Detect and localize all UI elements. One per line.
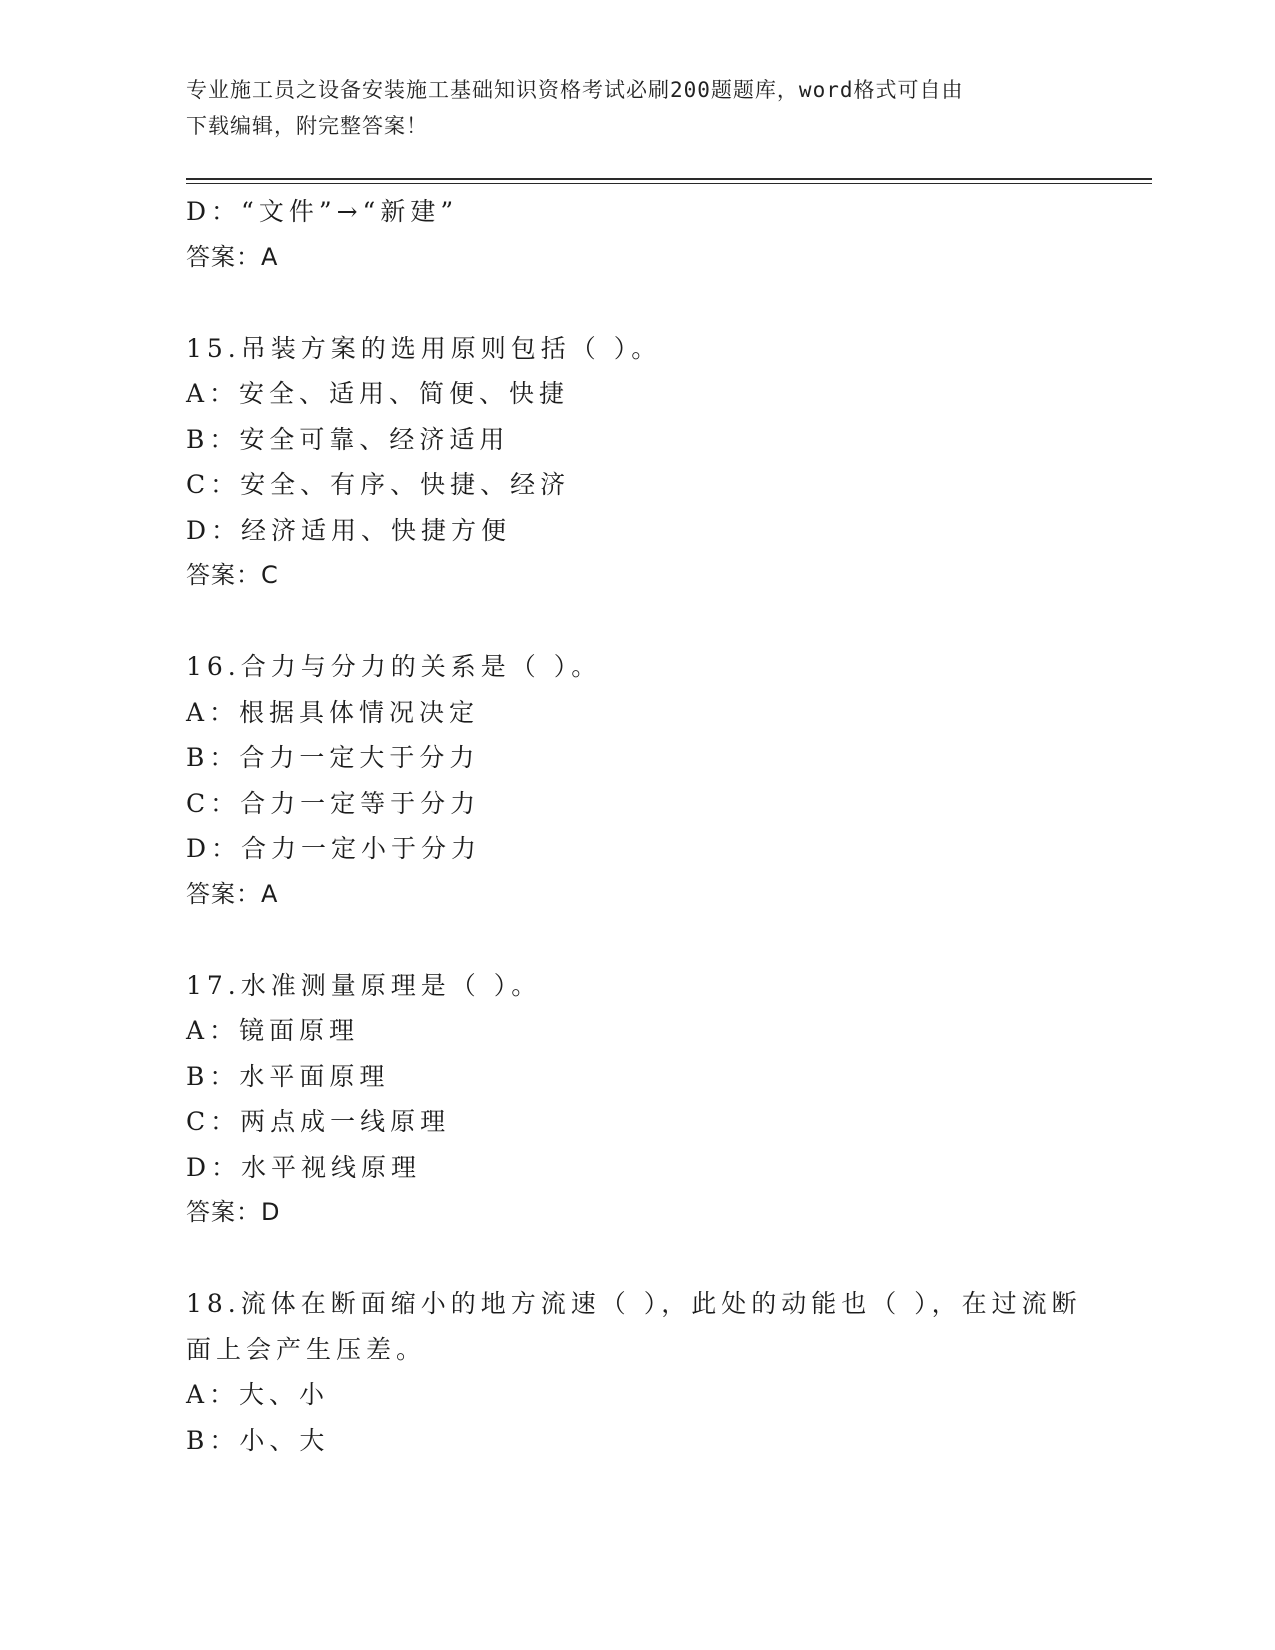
question-list	[186, 189, 1152, 1463]
question-18	[186, 1281, 1152, 1463]
question-stem: 15.吊装方案的选用原则包括（ ）。	[186, 333, 662, 363]
spacer	[186, 1236, 1152, 1282]
option-b: B：小、大	[186, 1425, 330, 1455]
header-divider-thin	[186, 183, 1152, 184]
option-d: D：水平视线原理	[186, 1152, 422, 1182]
question-stem-line-1: 18.流体在断面缩小的地方流速（ ），此处的动能也（ ），在过流断	[186, 1289, 1082, 1318]
option-b: B：安全可靠、经济适用	[186, 424, 510, 454]
question-stem: 16.合力与分力的关系是（ ）。	[186, 652, 602, 681]
question-14-continuation	[186, 189, 1152, 280]
header-divider-thick	[186, 178, 1152, 180]
header-title-line-1: 专业施工员之设备安装施工基础知识资格考试必刷200题题库，word格式可自由	[186, 78, 964, 102]
question-stem: 17.水准测量原理是（ ）。	[186, 970, 542, 1000]
option-d: D：经济适用、快捷方便	[186, 515, 512, 545]
header-title-line-2: 下载编辑，附完整答案！	[186, 114, 428, 138]
question-16	[186, 644, 1152, 917]
option-d: D：“文件”→“新建”	[186, 197, 459, 226]
option-c: C：两点成一线原理	[186, 1107, 451, 1136]
answer-line: 答案：D	[186, 1198, 281, 1226]
question-17	[186, 963, 1152, 1236]
spacer	[186, 599, 1152, 645]
question-stem-line-2: 面上会产生压差。	[186, 1334, 427, 1364]
option-a: A：镜面原理	[186, 1016, 360, 1045]
spacer	[186, 917, 1152, 963]
answer-line: 答案：A	[186, 879, 279, 908]
document-header	[186, 72, 1066, 144]
option-c: C：合力一定等于分力	[186, 788, 481, 818]
option-b: B：合力一定大于分力	[186, 743, 480, 772]
option-a: A：安全、适用、简便、快捷	[186, 379, 570, 408]
answer-line: 答案：A	[186, 242, 279, 271]
option-c: C：安全、有序、快捷、经济	[186, 470, 571, 499]
question-15	[186, 326, 1152, 599]
option-a: A：根据具体情况决定	[186, 697, 480, 727]
answer-line: 答案：C	[186, 561, 279, 589]
option-b: B：水平面原理	[186, 1061, 390, 1091]
option-a: A：大、小	[186, 1380, 330, 1409]
option-d: D：合力一定小于分力	[186, 834, 482, 863]
spacer	[186, 280, 1152, 326]
